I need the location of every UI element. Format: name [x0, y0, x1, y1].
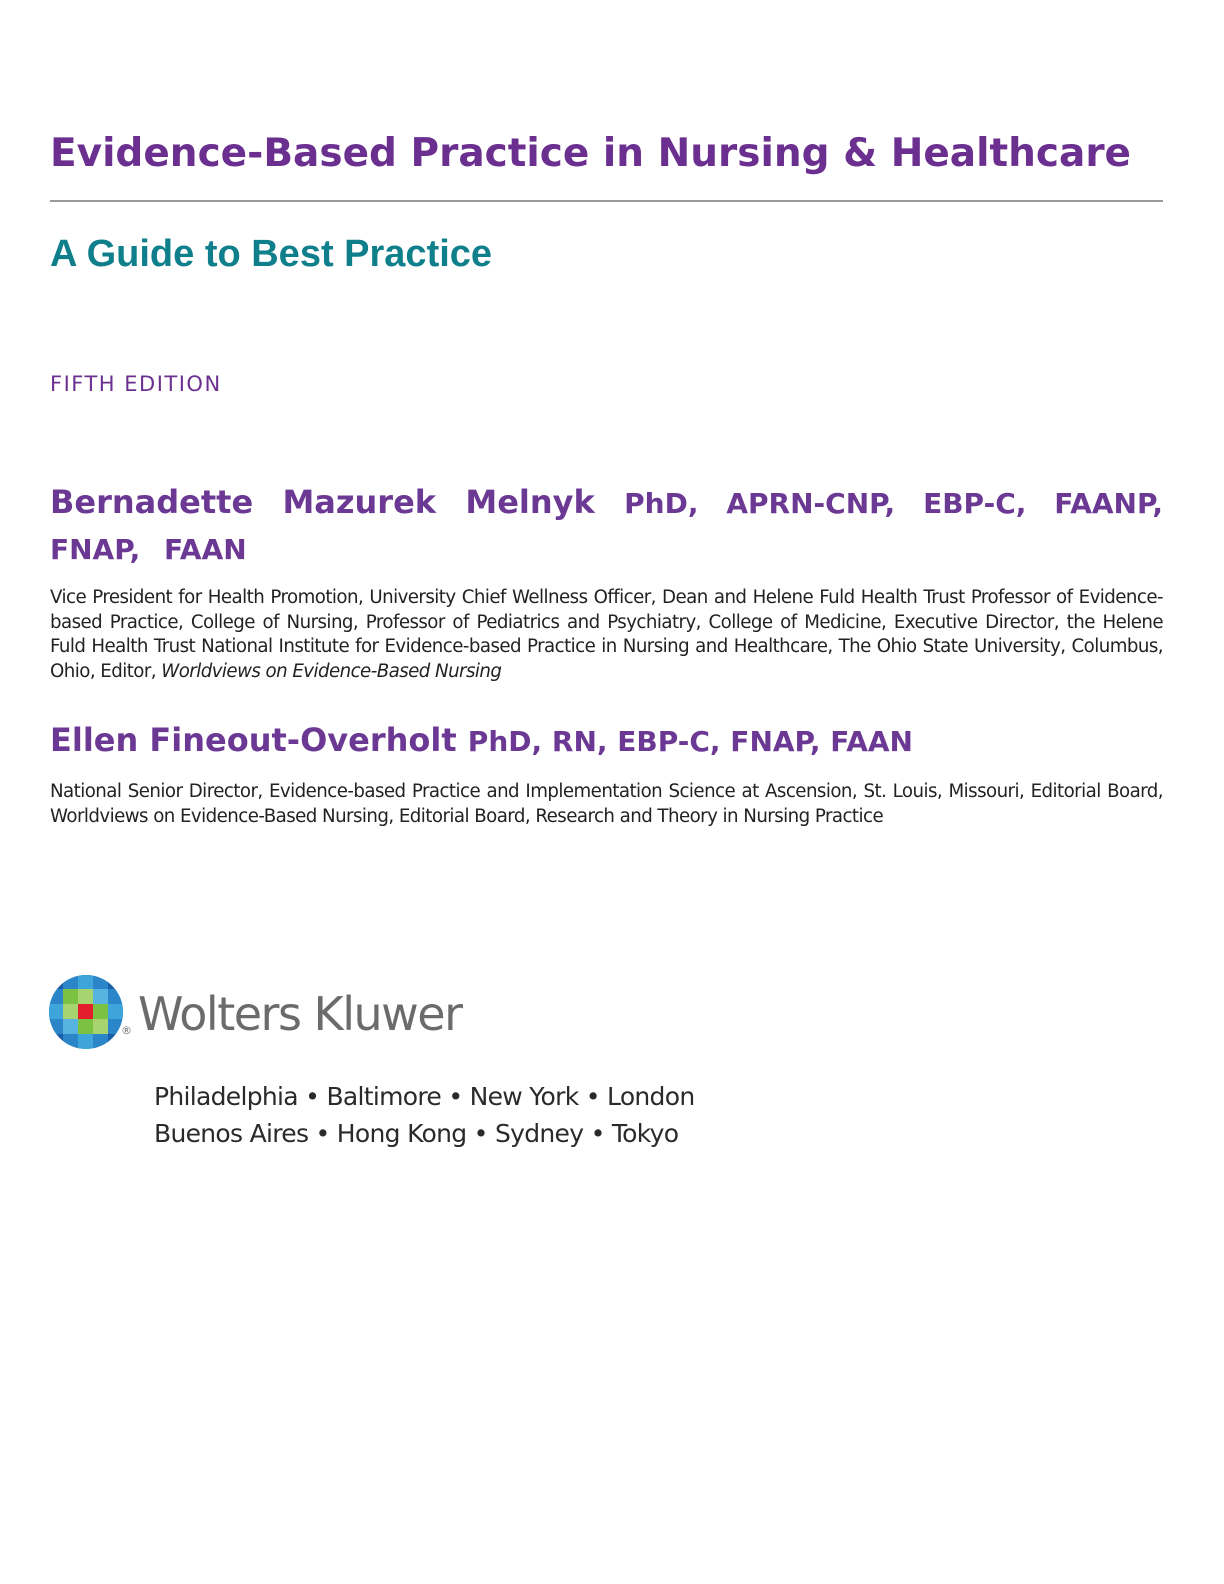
publisher-logo [48, 974, 508, 1054]
edition-label: FIFTH EDITION [50, 372, 222, 396]
book-title: Evidence-Based Practice in Nursing & Healthcare [50, 131, 1132, 176]
author-affiliation: National Senior Director, Evidence-based Practice and Implementation Science at Ascension, St. Louis, Missouri, Editorial Board, Worldviews on Evidence-Based Nursing, Editorial Board, Research and Theory in Nursing Practice [50, 781, 1163, 827]
author-name-heading [50, 718, 1163, 764]
book-subtitle: A Guide to Best Practice [50, 233, 493, 275]
author-name: Bernadette Mazurek Melnyk [50, 483, 595, 521]
author-credentials: PhD, RN, EBP-C, FNAP, FAAN [467, 725, 913, 758]
author-name: Ellen Fineout-Overholt [50, 721, 457, 759]
cities-line-2: Buenos Aires • Hong Kong • Sydney • Tokyo [154, 1119, 679, 1148]
author-credentials: PhD, APRN-CNP, EBP-C, FAANP, FNAP, FAAN [50, 487, 1164, 566]
author-affiliation [50, 586, 1163, 684]
publisher-cities [154, 1078, 694, 1152]
author-affiliation-text: Vice President for Health Promotion, University Chief Wellness Officer, Dean and Helene Fuld Health Trust Professor of Evidence-based Practice, College of Nursing, Professor of Pediatrics and Psychiatry, College of Medicine, Executive Director, the Helene Fuld Health Trust National Institute for Evidence-based Practice in Nursing and Healthcare, The Ohio State University, Columbus, Ohio, Editor, [50, 587, 1163, 682]
title-divider [50, 200, 1163, 202]
wolters-kluwer-mosaic-icon [48, 974, 124, 1050]
journal-title: Worldviews on Evidence-Based Nursing [161, 660, 502, 682]
cities-line-1: Philadelphia • Baltimore • New York • London [154, 1082, 695, 1111]
author-block-melnyk [50, 480, 1163, 684]
registered-mark: ® [121, 1024, 132, 1037]
author-block-fineout-overholt [50, 718, 1163, 829]
publisher-name: Wolters Kluwer [138, 987, 462, 1041]
author-name-heading [50, 480, 1163, 572]
